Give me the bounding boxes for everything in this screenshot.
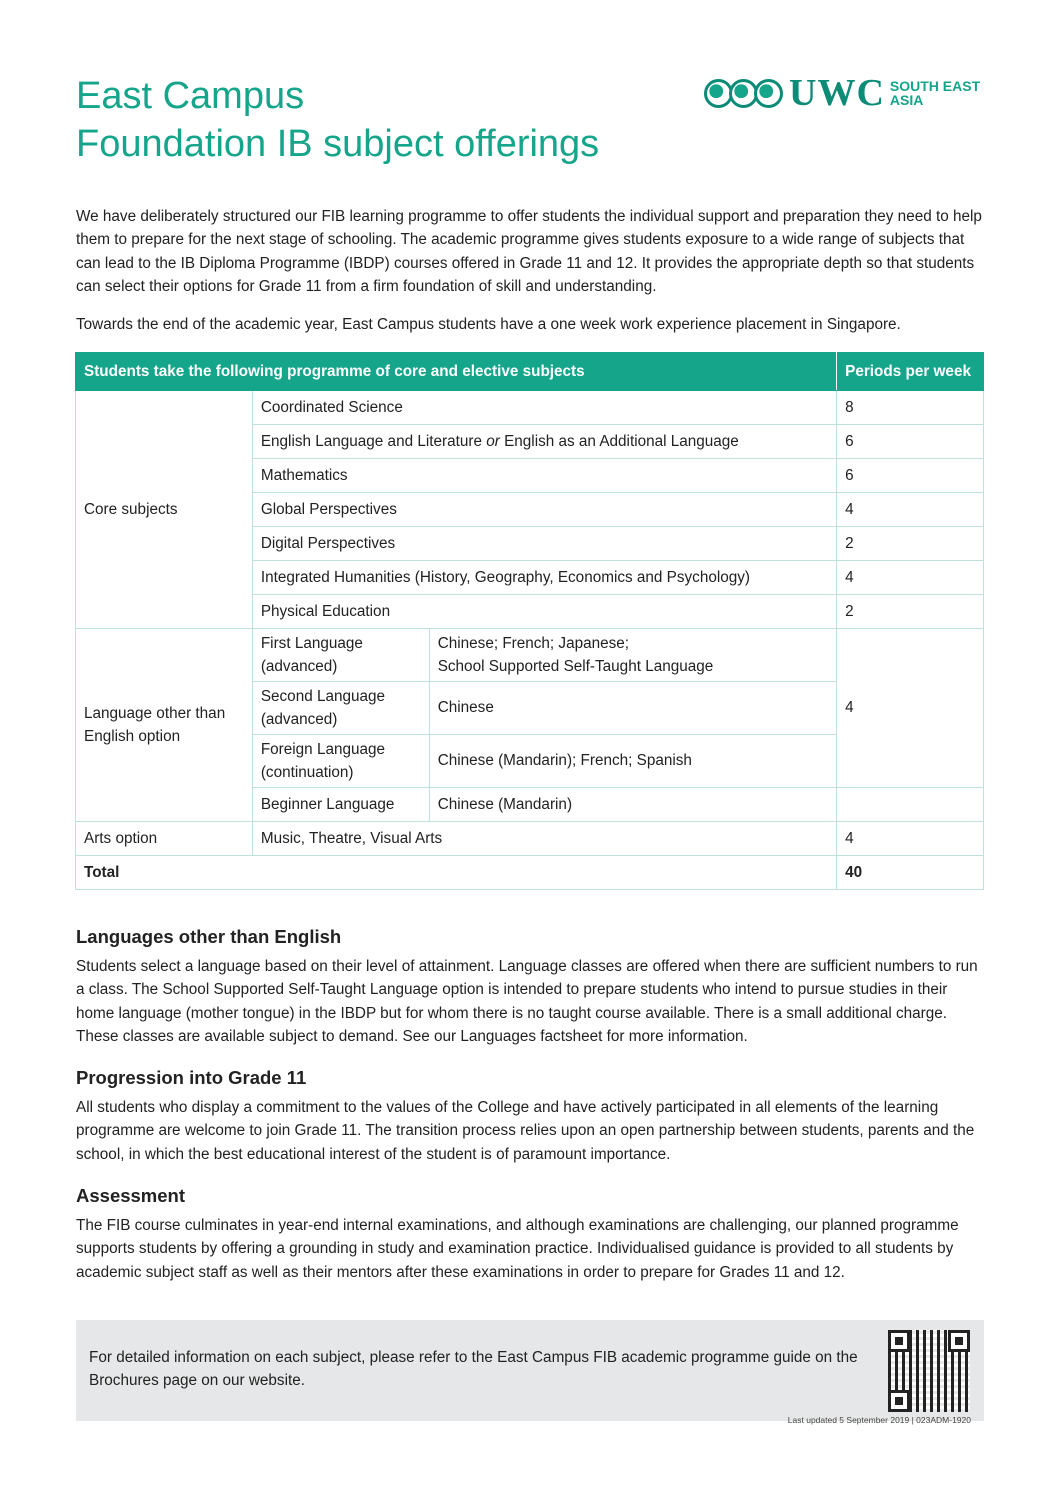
subject-emphasis: or — [486, 432, 500, 450]
subjects-table — [75, 352, 984, 890]
qr-finder-icon — [948, 1330, 970, 1352]
language-options-cell — [429, 629, 836, 682]
periods-cell: 8 — [837, 391, 984, 425]
arts-option-label: Arts option — [76, 822, 253, 856]
level-line-1: First Language — [260, 635, 363, 652]
subject-cell: Global Perspectives — [252, 493, 836, 527]
globes-icon — [704, 79, 779, 108]
periods-cell: 4 — [837, 822, 984, 856]
section-body: All students who display a commitment to the values of the College and have actively participated in all elements of the learning programme are welcome to join Grade 11. The transition process relies upon an open partnership between students, parents and the school, in which the best educational interest of the student is of paramount importance. — [76, 1099, 975, 1163]
language-option-label — [76, 629, 253, 822]
level-line-1: Foreign Language — [260, 741, 386, 758]
section-body: Students select a language based on their level of attainment. Language classes are offered when there are sufficient numbers to run a class. The School Supported Self-Taught Language option is intended to prepare students who intend to pursue studies in their home language (mother tongue) in the IBDP but for whom there is no taught course available. There is a small additional charge. These classes are available subject to demand. See our Languages factsheet for more information. — [76, 958, 978, 1045]
subject-cell: Integrated Humanities (History, Geography, Economics and Psychology) — [252, 561, 836, 595]
periods-cell: 4 — [837, 561, 984, 595]
language-label-line-1: Language other than — [84, 705, 226, 722]
page-title — [76, 72, 599, 168]
logo-region — [890, 79, 980, 107]
subject-text: English as an Additional Language — [499, 432, 739, 450]
qr-code-icon[interactable] — [888, 1330, 970, 1412]
periods-cell: 2 — [837, 595, 984, 629]
language-label-line-2: English option — [84, 728, 181, 745]
level-line-2: (advanced) — [260, 711, 338, 728]
logo-wordmark: UWC — [789, 72, 885, 114]
assessment-section — [76, 1184, 988, 1284]
empty-periods-cell — [837, 788, 984, 822]
core-subjects-label: Core subjects — [76, 391, 253, 629]
header-periods: Periods per week — [837, 353, 984, 391]
intro-paragraph: We have deliberately structured our FIB learning programme to offer students the individual support and preparation they need to help them to prepare for the next stage of schooling. The academic programme gives students exposure to a wide range of subjects that can lead to the IB Diploma Programme (IBDP) courses offered in Grade 11 and 12. It provides the appropriate depth so that students can select their options for Grade 11 from a firm foundation of skill and understanding. — [76, 208, 982, 295]
language-periods-cell: 4 — [837, 629, 984, 788]
total-label: Total — [76, 856, 837, 890]
table-row — [76, 822, 984, 856]
language-level-cell: Beginner Language — [252, 788, 429, 822]
section-heading: Languages other than English — [76, 926, 342, 947]
work-experience-paragraph: Towards the end of the academic year, East Campus students have a one week work experience placement in Singapore. — [76, 316, 901, 333]
subject-cell: Physical Education — [252, 595, 836, 629]
logo-region-line-2: ASIA — [889, 92, 924, 108]
language-options-cell: Chinese (Mandarin) — [429, 788, 836, 822]
globe-icon — [754, 79, 783, 108]
subject-cell: Music, Theatre, Visual Arts — [252, 822, 836, 856]
options-line-1: Chinese; French; Japanese; — [437, 635, 630, 652]
language-options-cell: Chinese — [429, 682, 836, 735]
subject-text: English Language and Literature — [260, 432, 487, 450]
section-body: The FIB course culminates in year-end internal examinations, and although examinations are challenging, our planned programme supports students by offering a grounding in study and examination practice. Individualised guidance is provided to all students by academic subject staff as well as their mentors after these examinations in order to prepare for Grades 11 and 12. — [76, 1217, 959, 1281]
level-line-2: (advanced) — [260, 658, 338, 675]
table-row — [76, 629, 984, 682]
level-line-1: Second Language — [260, 688, 386, 705]
level-line-2: (continuation) — [260, 764, 354, 781]
subject-cell: Digital Perspectives — [252, 527, 836, 561]
subject-cell: Coordinated Science — [252, 391, 836, 425]
section-heading: Progression into Grade 11 — [76, 1067, 307, 1088]
periods-cell: 2 — [837, 527, 984, 561]
subject-cell — [252, 425, 836, 459]
periods-cell: 4 — [837, 493, 984, 527]
title-line-1: East Campus — [76, 75, 305, 117]
brochure-callout — [76, 1320, 984, 1421]
table-header-row — [76, 353, 984, 391]
logo-region-line-1: SOUTH EAST — [889, 78, 981, 94]
header-subjects: Students take the following programme of core and elective subjects — [76, 353, 837, 391]
total-periods: 40 — [837, 856, 984, 890]
title-line-2: Foundation IB subject offerings — [76, 123, 600, 165]
footer-text: Last updated 5 September 2019 | 023ADM-1920 — [787, 1415, 971, 1425]
section-heading: Assessment — [76, 1185, 186, 1206]
progression-section — [76, 1066, 988, 1166]
table-row — [76, 391, 984, 425]
options-line-2: School Supported Self-Taught Language — [437, 658, 714, 675]
total-row — [76, 856, 984, 890]
uwc-logo — [704, 74, 980, 112]
language-level-cell — [252, 682, 429, 735]
qr-finder-icon — [888, 1390, 910, 1412]
language-level-cell — [252, 629, 429, 682]
subject-cell: Mathematics — [252, 459, 836, 493]
qr-finder-icon — [888, 1330, 910, 1352]
periods-cell: 6 — [837, 425, 984, 459]
periods-cell: 6 — [837, 459, 984, 493]
languages-section — [76, 925, 988, 1048]
language-level-cell — [252, 735, 429, 788]
callout-text: For detailed information on each subject, please refer to the East Campus FIB academic programme guide on the Brochures page on our website. — [89, 1349, 858, 1390]
language-options-cell: Chinese (Mandarin); French; Spanish — [429, 735, 836, 788]
